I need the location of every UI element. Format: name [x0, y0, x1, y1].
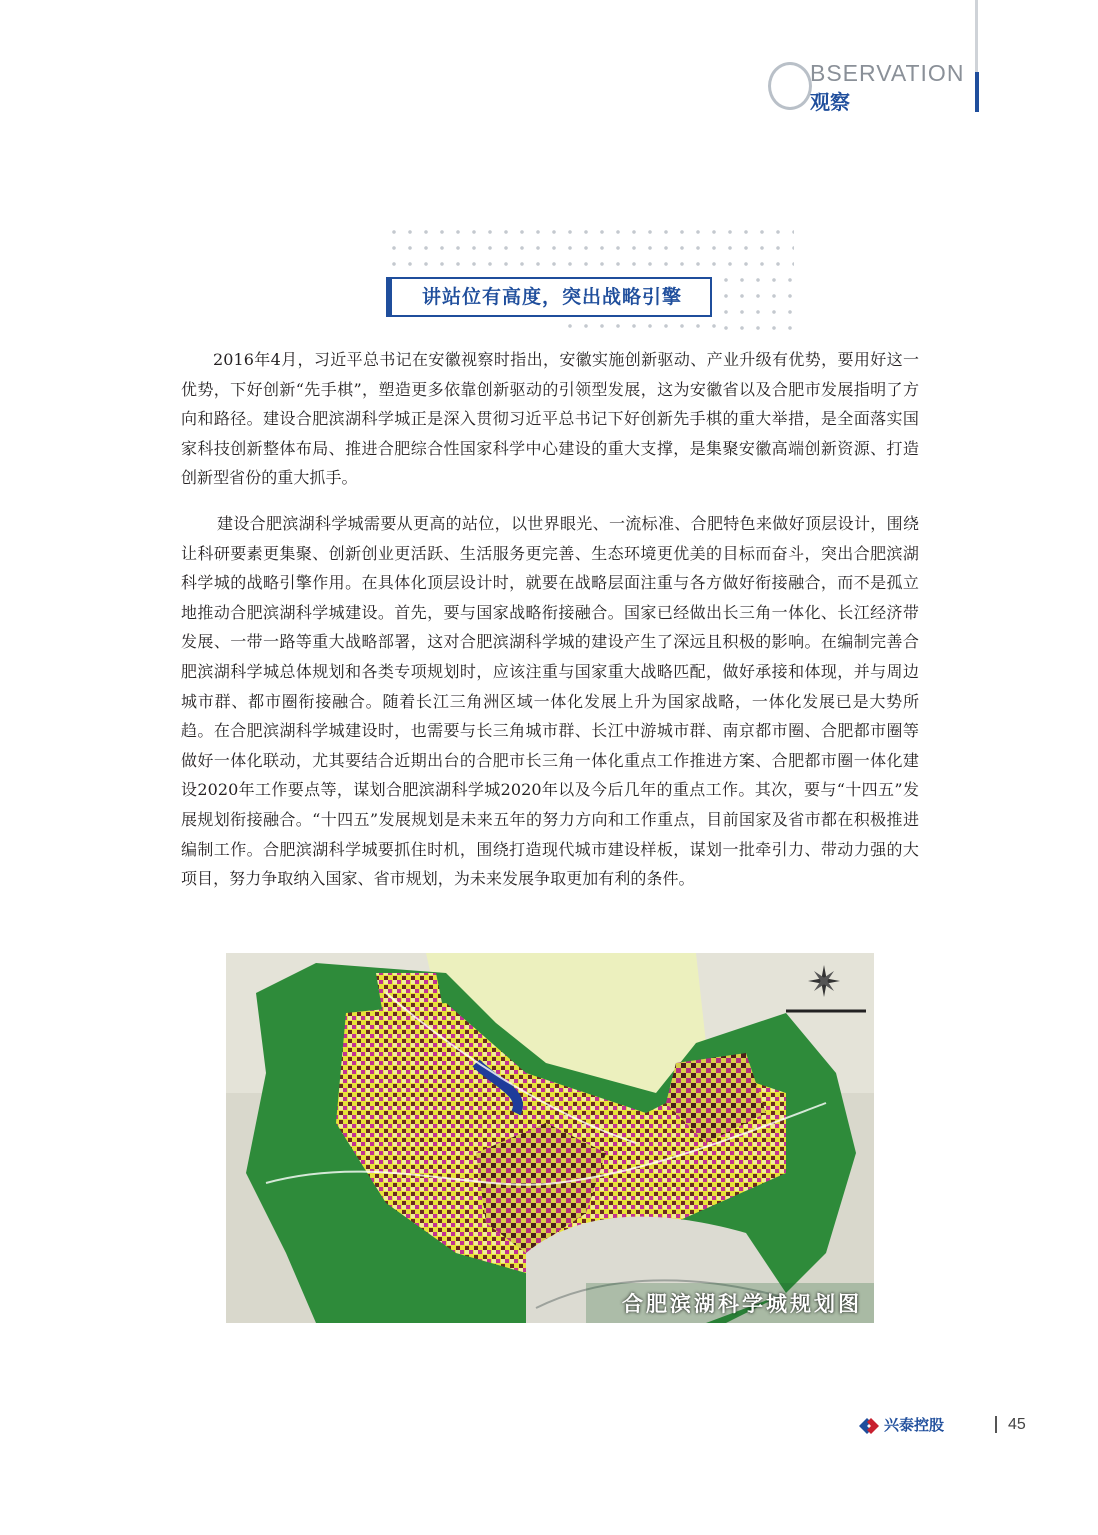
- header-rule-blue: [975, 72, 979, 112]
- dot-pattern-bottom: [562, 318, 722, 334]
- section-label: 观察: [810, 90, 850, 114]
- footer-separator: [995, 1416, 997, 1433]
- header-rule-grey: [975, 0, 978, 72]
- section-title: 讲站位有高度，突出战略引擎: [421, 286, 682, 308]
- observation-label: BSERVATION: [810, 60, 965, 86]
- brand-name: 兴泰控股: [884, 1416, 945, 1434]
- dot-pattern-right: [718, 272, 794, 334]
- planning-map: [226, 953, 874, 1323]
- map-caption: 合肥滨湖科学城规划图: [622, 1292, 862, 1316]
- paragraph-2: 建设合肥滨湖科学城需要从更高的站位，以世界眼光、一流标准、合肥特色来做好顶层设计，围绕让科研要素更集聚、创新创业更活跃、生活服务更完善、生态环境更优美的目标而奋斗，突出合肥滨湖科学城的战略引擎作用。在具体化顶层设计时，就要在战略层面注重与各方做好衔接融合，而不是孤立地推动合肥滨湖科学城建设。首先，要与国家战略衔接融合。国家已经做出长三角一体化、长江经济带发展、一带一路等重大战略部署，这对合肥滨湖科学城的建设产生了深远且积极的影响。在编制完善合肥滨湖科学城总体规划和各类专项规划时，应该注重与国家重大战略匹配，做好承接和体现，并与周边城市群、都市圈衔接融合。随着长江三角洲区域一体化发展上升为国家战略，一体化发展已是大势所趋。在合肥滨湖科学城建设时，也需要与长三角城市群、长江中游城市群、南京都市圈、合肥都市圈等做好一体化联动，尤其要结合近期出台的合肥市长三角一体化重点工作推进方案、合肥都市圈一体化建设2020年工作要点等，谋划合肥滨湖科学城2020年以及今后几年的重点工作。其次，要与“十四五”发展规划衔接融合。“十四五”发展规划是未来五年的努力方向和工作重点，目前国家及省市都在积极推进编制工作。合肥滨湖科学城要抓住时机，围绕打造现代城市建设样板，谋划一批牵引力、带动力强的大项目，努力争取纳入国家、省市规划，为未来发展争取更加有利的条件。: [181, 514, 919, 889]
- dot-pattern-top: [386, 224, 794, 272]
- observation-o-mark: [768, 62, 812, 110]
- brand-logo-icon: [856, 1413, 882, 1439]
- page-number: 45: [1008, 1416, 1026, 1433]
- paragraph-1: 2016年4月，习近平总书记在安徽视察时指出，安徽实施创新驱动、产业升级有优势，要用好这一优势，下好创新“先手棋”，塑造更多依靠创新驱动的引领型发展，这为安徽省以及合肥市发展指明了方向和路径。建设合肥滨湖科学城正是深入贯彻习近平总书记下好创新先手棋的重大举措，是全面落实国家科技创新整体布局、推进合肥综合性国家科学中心建设的重大支撑，是集聚安徽高端创新资源、打造创新型省份的重大抓手。: [181, 350, 919, 488]
